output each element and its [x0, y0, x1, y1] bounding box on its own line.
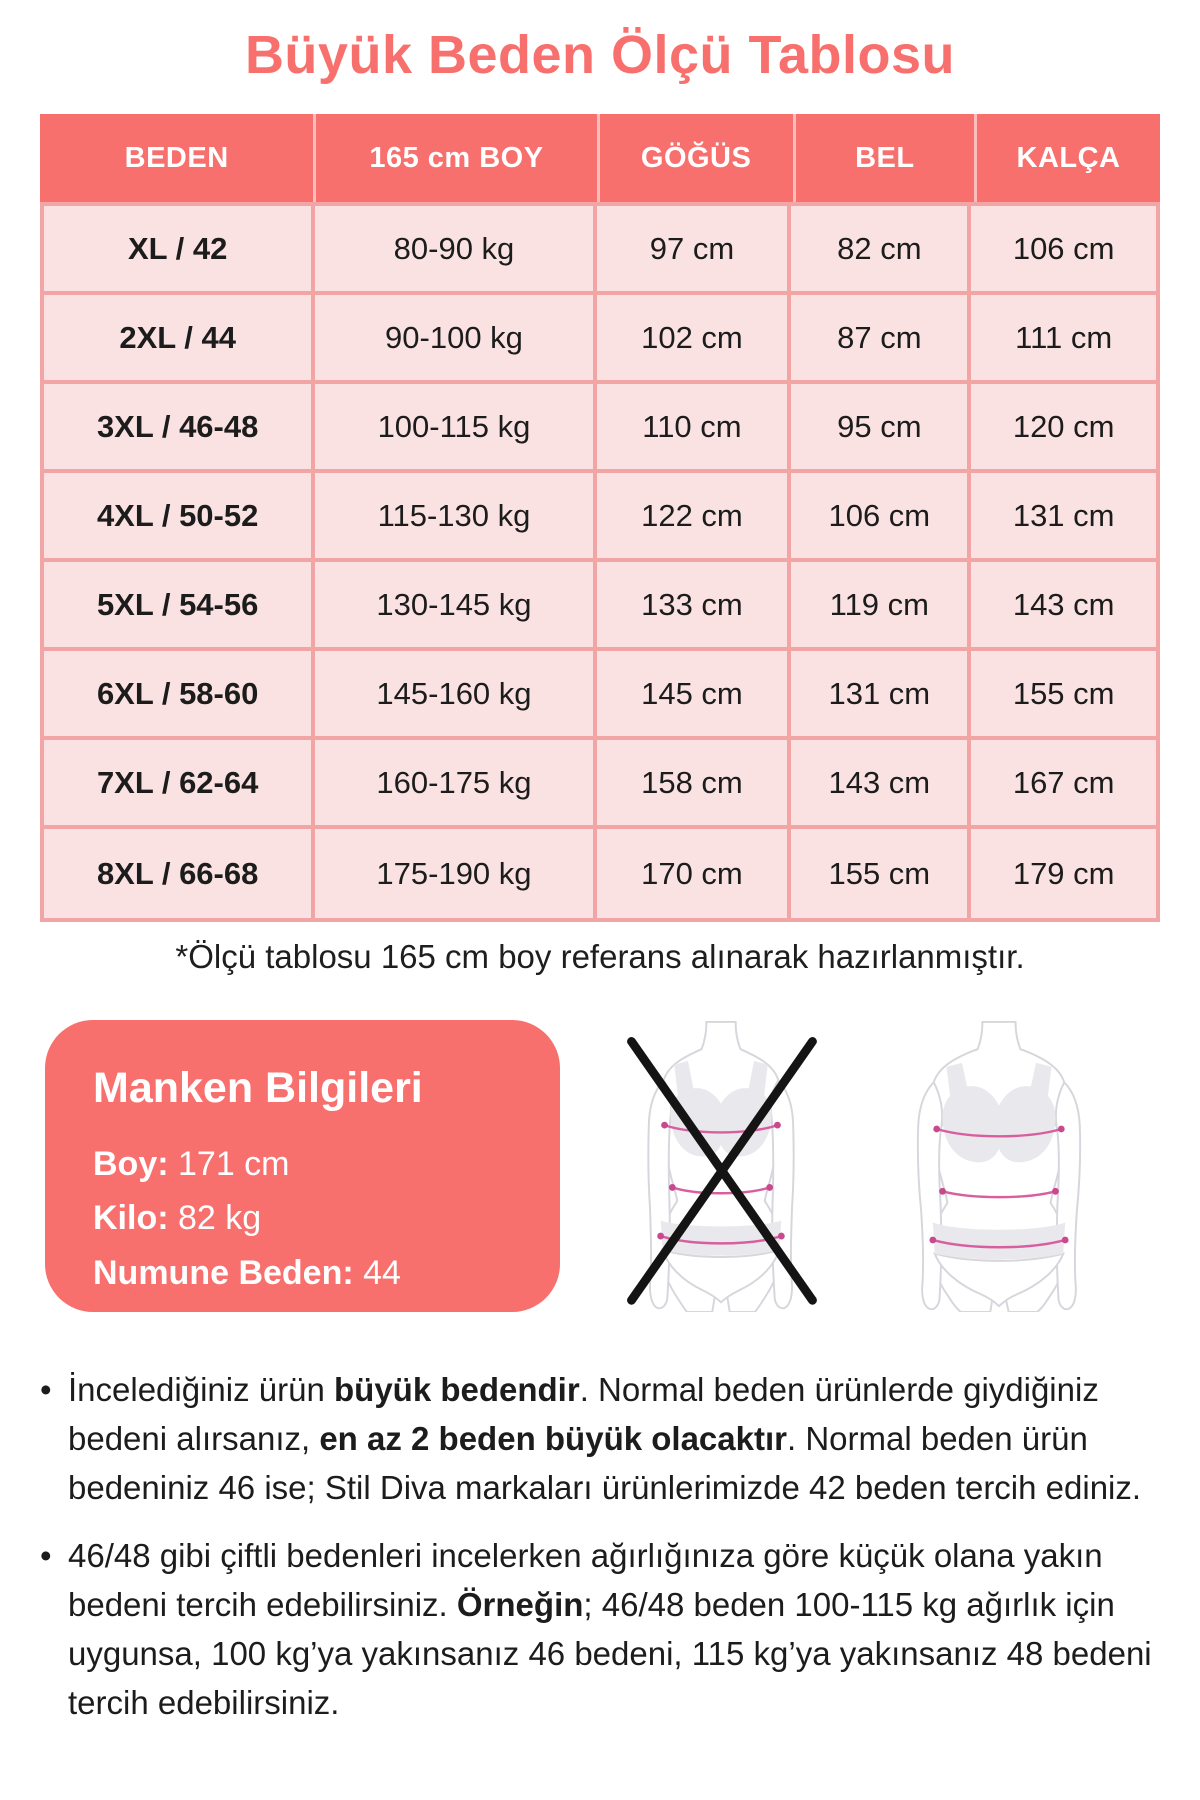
- size-label-cell: 5XL / 54-56: [44, 562, 315, 651]
- header-cell-beden: BEDEN: [40, 114, 313, 202]
- measurement-value-cell: 143 cm: [971, 562, 1156, 651]
- bullet-icon: •: [40, 1537, 52, 1575]
- measurement-value-cell: 131 cm: [971, 473, 1156, 562]
- measurement-value-cell: 130-145 kg: [315, 562, 596, 651]
- measurement-value-cell: 87 cm: [791, 295, 971, 384]
- measurement-value-cell: 155 cm: [971, 651, 1156, 740]
- measurement-value-cell: 131 cm: [791, 651, 971, 740]
- size-label-cell: 8XL / 66-68: [44, 829, 315, 918]
- measurement-value-cell: 170 cm: [597, 829, 792, 918]
- model-sample-size-value: 44: [353, 1253, 401, 1292]
- bullet-icon: •: [40, 1371, 52, 1408]
- table-footnote: *Ölçü tablosu 165 cm boy referans alınarak hazırlanmıştır.: [175, 938, 1025, 975]
- measurement-value-cell: 119 cm: [791, 562, 971, 651]
- model-height-value: 171 cm: [168, 1145, 290, 1183]
- body-figure-plus-size-icon: [885, 1020, 1113, 1312]
- measurement-value-cell: 145 cm: [597, 651, 792, 740]
- model-info-section: [45, 1016, 1160, 1316]
- measurement-value-cell: 106 cm: [971, 206, 1156, 295]
- note-item: [40, 1532, 1155, 1727]
- size-label-cell: 2XL / 44: [44, 295, 315, 384]
- size-table: [40, 114, 1160, 922]
- model-sample-size-label: Numune Beden:: [93, 1253, 354, 1292]
- measurement-value-cell: 115-130 kg: [315, 473, 596, 562]
- body-figure-normal-crossed-icon: [607, 1020, 835, 1312]
- size-label-cell: 4XL / 50-52: [44, 473, 315, 562]
- notes-list: [40, 1366, 1155, 1728]
- measurement-value-cell: 90-100 kg: [315, 295, 596, 384]
- model-weight-label: Kilo:: [93, 1199, 169, 1238]
- body-figures: [560, 1020, 1160, 1312]
- measurement-value-cell: 145-160 kg: [315, 651, 596, 740]
- measurement-value-cell: 80-90 kg: [315, 206, 596, 295]
- model-info-card: [45, 1020, 560, 1312]
- measurement-value-cell: 175-190 kg: [315, 829, 596, 918]
- measurement-value-cell: 167 cm: [971, 740, 1156, 829]
- measurement-value-cell: 133 cm: [597, 562, 792, 651]
- header-cell-kalca: KALÇA: [974, 114, 1160, 202]
- measurement-value-cell: 82 cm: [791, 206, 971, 295]
- size-label-cell: XL / 42: [44, 206, 315, 295]
- measurement-value-cell: 160-175 kg: [315, 740, 596, 829]
- measurement-value-cell: 155 cm: [791, 829, 971, 918]
- header-cell-gogus: GÖĞÜS: [597, 114, 793, 202]
- model-weight-field: [93, 1191, 512, 1245]
- model-weight-value: 82 kg: [168, 1199, 262, 1238]
- measurement-value-cell: 106 cm: [791, 473, 971, 562]
- size-label-cell: 7XL / 62-64: [44, 740, 315, 829]
- measurement-value-cell: 122 cm: [597, 473, 792, 562]
- measurement-value-cell: 100-115 kg: [315, 384, 596, 473]
- measurement-value-cell: 179 cm: [971, 829, 1156, 918]
- note-text: İncelediğiniz ürün büyük bedendir. Normal beden ürünlerde giydiğiniz bedeni alırsanız, en az 2 beden büyük olacaktır. Normal beden ürün bedeniniz 46 ise; Stil Diva markaları ürünlerimizde 42 beden tercih ediniz.: [68, 1371, 1142, 1506]
- note-text: 46/48 gibi çiftli bedenleri incelerken ağırlığınıza göre küçük olana yakın bedeni tercih edebilirsiniz. Örneğin; 46/48 beden 100-115 kg ağırlık için uygunsa, 100 kg’ya yakınsanız 46 bedeni, 115 kg’ya yakınsanız 48 bedeni tercih edebilirsiniz.: [68, 1537, 1152, 1721]
- size-label-cell: 6XL / 58-60: [44, 651, 315, 740]
- header-cell-bel: BEL: [793, 114, 974, 202]
- measurement-value-cell: 95 cm: [791, 384, 971, 473]
- measurement-value-cell: 158 cm: [597, 740, 792, 829]
- measurement-value-cell: 120 cm: [971, 384, 1156, 473]
- measurement-value-cell: 111 cm: [971, 295, 1156, 384]
- size-label-cell: 3XL / 46-48: [44, 384, 315, 473]
- measurement-value-cell: 97 cm: [597, 206, 792, 295]
- header-cell-boy: 165 cm BOY: [313, 114, 596, 202]
- measurement-value-cell: 110 cm: [597, 384, 792, 473]
- model-sample-size-field: [93, 1246, 512, 1300]
- measurement-value-cell: 102 cm: [597, 295, 792, 384]
- model-info-title: Manken Bilgileri: [93, 1064, 423, 1112]
- size-table-body: [40, 202, 1160, 922]
- size-table-header: [40, 114, 1160, 202]
- measurement-value-cell: 143 cm: [791, 740, 971, 829]
- page-title: Büyük Beden Ölçü Tablosu: [244, 25, 956, 85]
- model-height-field: [93, 1137, 512, 1191]
- note-item: [40, 1366, 1155, 1512]
- model-height-label: Boy:: [93, 1145, 169, 1183]
